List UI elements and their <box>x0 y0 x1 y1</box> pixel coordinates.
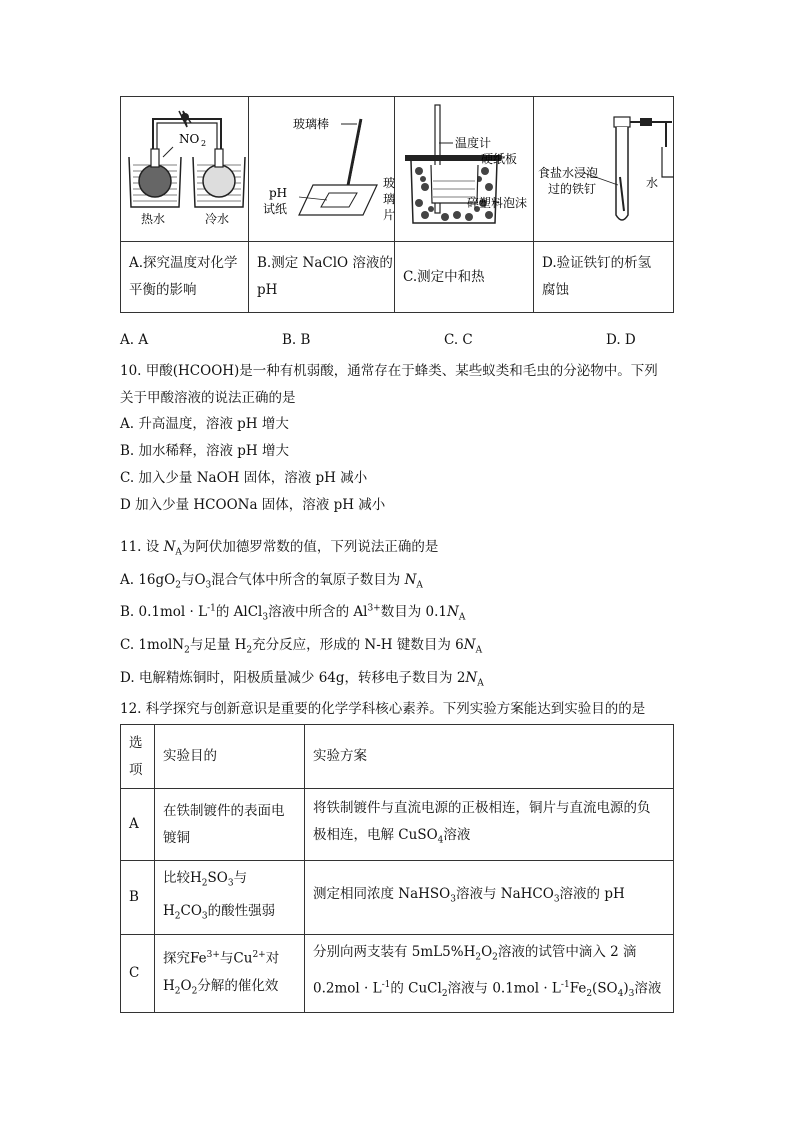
salt-water-nail-label-2: 过的铁钉 <box>548 182 597 196</box>
ph-label: pH <box>269 186 288 200</box>
row-a-label: A <box>121 789 155 861</box>
salt-water-nail-label-1: 食盐水浸泡 <box>538 166 599 180</box>
svg-text:玻: 玻 <box>383 176 395 190</box>
glass-rod-label: 玻璃棒 <box>293 117 330 131</box>
q11-stem: 11. 设 $N_A$为阿伏加德罗常数的值，下列说法正确的是 <box>120 539 439 558</box>
equilibrium-apparatus-illustration <box>121 97 249 237</box>
table-row <box>121 861 674 935</box>
hot-water-label: 热水 <box>141 212 166 226</box>
svg-text:片: 片 <box>383 208 395 222</box>
figure-b <box>249 97 395 242</box>
table-row <box>121 935 674 1013</box>
calorimeter-illustration <box>395 97 534 237</box>
test-paper-label: 试纸 <box>263 202 288 216</box>
row-a-plan: 将铁制镀件与直流电源的正极相连，铜片与直流电源的负 极相连，电解 CuSO$_4$溶液 <box>305 789 674 861</box>
q10-option-a: A. 升高温度，溶液 pH 增大 <box>120 416 289 432</box>
q10-option-b: B. 加水稀释，溶液 pH 增大 <box>120 443 290 459</box>
header-option: 选 项 <box>121 725 155 789</box>
header-goal: 实验目的 <box>155 725 305 789</box>
corrosion-illustration <box>534 97 674 237</box>
caption-d: D.验证铁钉的析氢 腐蚀 <box>534 242 674 313</box>
cold-water-label: 冷水 <box>205 212 230 226</box>
q10-stem-line1: 10. 甲酸(HCOOH)是一种有机弱酸，通常存在于蜂类、某些蚁类和毛虫的分泌物中。下列 <box>120 363 658 379</box>
figure-d <box>534 97 674 242</box>
caption-a: A.探究温度对化学 平衡的影响 <box>121 242 249 313</box>
q9-option-a: A. A <box>120 332 149 348</box>
q11-option-b: B. $0.1mol \cdot L^{-1}$的 AlCl$_3$溶液中所含的 $Al^{3+}$数目为 $0.1N_A$ <box>120 603 466 623</box>
q12-stem: 12. 科学探究与创新意识是重要的化学学科核心素养。下列实验方案能达到实验目的的是 <box>120 701 646 717</box>
q11-option-c: C. 1molN$_2$与足量 $H_2$充分反应，形成的 N-H 键数目为 $6N_A$ <box>120 637 483 656</box>
svg-text:璃: 璃 <box>383 192 395 206</box>
caption-b: B.测定 NaClO 溶液的 pH <box>249 242 395 313</box>
q11-option-d: D. 电解精炼铜时，阳极质量减少 64g，转移电子数目为 $2N_A$ <box>120 670 484 689</box>
q9-option-b: B. B <box>282 332 311 348</box>
row-b-label: B <box>121 861 155 935</box>
table-row <box>121 789 674 861</box>
caption-c: C.测定中和热 <box>395 242 534 313</box>
thermometer-label: 温度计 <box>455 136 492 150</box>
header-plan: 实验方案 <box>305 725 674 789</box>
row-c-goal: 探究$Fe^{3+}$与$Cu^{2+}$对 $H_2O_2$分解的催化效 <box>155 935 305 1013</box>
gas-label: NO <box>179 132 200 146</box>
row-b-plan: 测定相同浓度 NaHSO$_3$溶液与 NaHCO$_3$溶液的 pH <box>305 861 674 935</box>
q11-option-a: A. $16gO_2$与$O_3$混合气体中所含的氧原子数目为 $N_A$ <box>120 572 423 591</box>
figure-c <box>395 97 534 242</box>
q12-table <box>120 724 674 1013</box>
figure-table <box>120 96 674 313</box>
row-c-label: C <box>121 935 155 1013</box>
q10-option-d: D 加入少量 HCOONa 固体，溶液 pH 减小 <box>120 497 386 513</box>
row-b-goal: 比较$H_2SO_3$与 $H_2CO_3$的酸性强弱 <box>155 861 305 935</box>
q10-option-c: C. 加入少量 NaOH 固体，溶液 pH 减小 <box>120 470 368 486</box>
row-c-plan: 分别向两支装有 $5mL5\%H_2O_2$溶液的试管中滴入 2 滴 $0.2mol \cdot L^{-1}$的 CuCl$_2$溶液与 $0.1mol \cdot L^{-1}Fe_2(SO_4)_3$溶液 <box>305 935 674 1013</box>
cardboard-label: 硬纸板 <box>481 152 518 166</box>
row-a-goal: 在铁制镀件的表面电 镀铜 <box>155 789 305 861</box>
q9-option-d: D. D <box>606 332 636 348</box>
svg-text:2: 2 <box>201 139 207 148</box>
q10-stem-line2: 关于甲酸溶液的说法正确的是 <box>120 390 296 406</box>
q9-option-c: C. C <box>444 332 473 348</box>
foam-label: 碎塑料泡沫 <box>467 196 528 210</box>
figure-a <box>121 97 249 242</box>
water-label: 水 <box>646 176 659 190</box>
ph-test-illustration <box>249 97 395 237</box>
